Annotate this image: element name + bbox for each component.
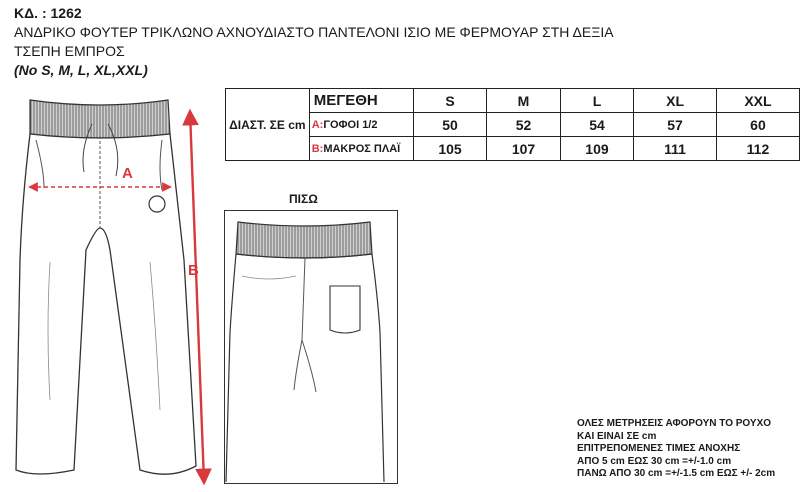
note-line: ΚΑΙ ΕΙΝΑΙ ΣΕ cm <box>577 430 657 442</box>
back-center-seam <box>294 258 316 392</box>
measurement-letter: A: <box>311 118 324 131</box>
measurement-a-label: A <box>122 165 133 182</box>
measurement-label: ΜΑΚΡΟΣ ΠΛΑΪ <box>323 142 401 155</box>
size-header-cell: M <box>487 89 560 113</box>
measurement-value: 112 <box>716 137 799 161</box>
back-waistband <box>236 222 372 258</box>
product-code: ΚΔ. : 1262 <box>14 5 82 21</box>
size-header-cell: XL <box>634 89 717 113</box>
measurement-value: 105 <box>413 137 486 161</box>
measurement-value: 50 <box>413 113 486 137</box>
product-description-line1: ΑΝΔΡΙΚΟ ΦΟΥΤΕΡ ΤΡΙΚΛΩΝΟ ΑΧΝΟΥΔΙΑΣΤΟ ΠΑΝΤΕΛΟΝΙ ΙΣΙΟ ΜΕ ΦΕΡΜΟΥΑΡ ΣΤΗ ΔΕΞΙΑ <box>14 24 614 40</box>
size-header-cell: L <box>560 89 633 113</box>
back-view-label: ΠΙΣΩ <box>289 192 318 206</box>
measurement-b-label: B <box>188 262 199 279</box>
note-line: ΠΑΝΩ ΑΠΟ 30 cm =+/-1.5 cm ΕΩΣ +/- 2cm <box>577 468 776 480</box>
measurement-value: 107 <box>487 137 560 161</box>
note-line: ΟΛΕΣ ΜΕΤΡΗΣΕΙΣ ΑΦΟΡΟΥΝ ΤΟ ΡΟΥΧΟ <box>577 418 772 429</box>
measurement-label: ΓΟΦΟΙ 1/2 <box>323 118 378 131</box>
product-description-line2: ΤΣΕΠΗ ΕΜΠΡΟΣ <box>14 43 125 59</box>
measurement-value: 109 <box>560 137 633 161</box>
measurement-notes <box>577 418 775 481</box>
back-yoke-line <box>242 276 296 279</box>
unit-label: ΔΙΑΣΤ. ΣΕ cm <box>226 89 310 161</box>
measurement-value: 60 <box>716 113 799 137</box>
measurement-letter: B: <box>311 142 324 155</box>
sizes-heading: ΜΕΓΕΘΗ <box>309 89 413 113</box>
measurement-value: 54 <box>560 113 633 137</box>
note-line: ΕΠΙΤΡΕΠΟΜΕΝΕΣ ΤΙΜΕΣ ΑΝΟΧΗΣ <box>577 443 741 455</box>
measurement-value: 52 <box>487 113 560 137</box>
available-sizes: (No S, M, L, XL,XXL) <box>14 62 148 78</box>
back-pocket <box>330 286 360 333</box>
size-header-cell: S <box>413 89 486 113</box>
measurement-value: 57 <box>634 113 717 137</box>
measurement-value: 111 <box>634 137 717 161</box>
note-line: ΑΠΟ 5 cm ΕΩΣ 30 cm =+/-1.0 cm <box>577 455 732 467</box>
size-header-cell: XXL <box>716 89 799 113</box>
